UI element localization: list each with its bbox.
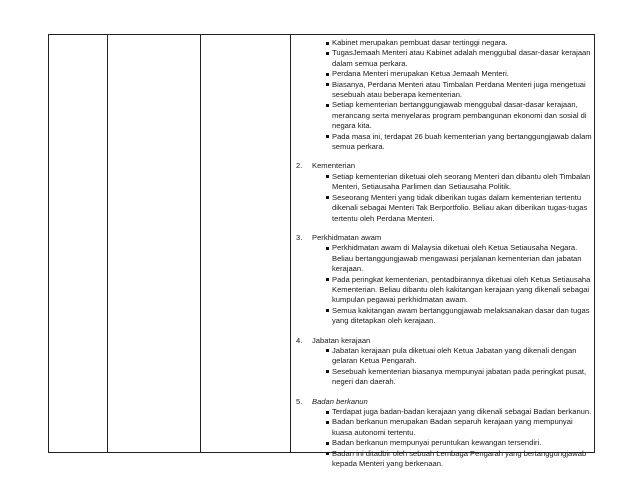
top-bullet-list — [296, 38, 592, 152]
list-item: Perkhidmatan awam di Malaysia diketuai oleh Ketua Setiausaha Negara. Beliau bertanggungjawab mengawasi perjalanan kementerian dan jabatan kerajaan. — [312, 243, 592, 274]
section-title: Badan berkanun — [312, 396, 368, 406]
section-number: 3. — [296, 232, 303, 242]
list-item: Biasanya, Perdana Menteri atau Timbalan Perdana Menteri juga mengetuai sesebuah atau beberapa kementerian. — [296, 80, 592, 101]
column-divider — [107, 35, 108, 452]
bullet-icon — [326, 417, 329, 427]
section-badan-berkanun — [296, 397, 592, 470]
section-title: Perkhidmatan awam — [312, 232, 382, 242]
column-divider — [290, 35, 291, 452]
bullet-icon — [326, 80, 329, 90]
bullet-icon — [326, 438, 329, 448]
section-perkhidmatan-awam — [296, 233, 592, 327]
list-item: Pada masa ini, terdapat 26 buah kementerian yang bertanggungjawab dalam semua perkara. — [296, 132, 592, 153]
bullet-icon — [326, 100, 329, 110]
bullet-icon — [326, 243, 329, 253]
list-item: Setiap kementerian diketuai oleh seorang Menteri dan dibantu oleh Timbalan Menteri, Setiausaha Parlimen dan Setiausaha Politik. — [312, 172, 592, 193]
section-jabatan-kerajaan — [296, 336, 592, 388]
bullet-icon — [326, 48, 329, 58]
bullet-icon — [326, 275, 329, 285]
list-item: Badan berkanun mempunyai peruntukan kewangan tersendiri. — [312, 438, 592, 448]
section-title: Jabatan kerajaan — [312, 335, 371, 345]
document-table — [48, 34, 595, 469]
list-item: Sesebuah kementerian biasanya mempunyai jabatan pada peringkat pusat, negeri dan daerah. — [312, 367, 592, 388]
bullet-icon — [326, 69, 329, 79]
bullet-icon — [326, 38, 329, 48]
bullet-icon — [326, 306, 329, 316]
list-item: Badan berkanun merupakan Badan separuh kerajaan yang mempunyai kuasa autonomi tertentu. — [312, 417, 592, 438]
list-item: Badan ini ditadbir oleh sebuah Lembaga Pengarah yang bertanggungjawab kepada Menteri yang berkenaan. — [312, 449, 592, 470]
list-item: TugasJemaah Menteri atau Kabinet adalah menggubal dasar-dasar kerajaan dalam semua perkara. — [296, 48, 592, 69]
section-number: 4. — [296, 335, 303, 345]
bullet-icon — [326, 132, 329, 142]
bullet-icon — [326, 193, 329, 203]
list-item: Pada peringkat kementerian, pentadbirannya diketuai oleh Ketua Setiausaha Kementerian. Beliau dibantu oleh kakitangan kerajaan yang dikenali sebagai kumpulan pegawai perkhidmatan awam. — [312, 275, 592, 306]
section-kementerian — [296, 161, 592, 223]
section-title: Kementerian — [312, 161, 356, 171]
bullet-icon — [326, 449, 329, 459]
column-divider — [200, 35, 201, 452]
bullet-icon — [326, 346, 329, 356]
list-item: Setiap kementerian bertanggungjawab menggubal dasar-dasar kerajaan, merancang serta menyelaras program pembangunan ekonomi dan sosial di negara kita. — [296, 100, 592, 131]
bullet-icon — [326, 407, 329, 417]
list-item: Kabinet merupakan pembuat dasar tertinggi negara. — [296, 38, 592, 48]
list-item: Seseorang Menteri yang tidak diberikan tugas dalam kementerian tertentu dikenali sebagai Menteri Tak Berportfolio. Beliau akan diberikan tugas-tugas tertentu oleh Perdana Menteri. — [312, 193, 592, 224]
section-number: 5. — [296, 396, 303, 406]
bullet-icon — [326, 172, 329, 182]
list-item: Jabatan kerajaan pula diketuai oleh Ketua Jabatan yang dikenali dengan gelaran Ketua Pengarah. — [312, 346, 592, 367]
bullet-icon — [326, 367, 329, 377]
list-item: Perdana Menteri merupakan Ketua Jemaah Menteri. — [296, 69, 592, 79]
content-cell — [296, 38, 592, 469]
section-number: 2. — [296, 161, 303, 171]
list-item: Terdapat juga badan-badan kerajaan yang dikenali sebagai Badan berkanun. — [312, 407, 592, 417]
list-item: Semua kakitangan awam bertanggungjawab melaksanakan dasar dan tugas yang ditetapkan oleh kerajaan. — [312, 306, 592, 327]
